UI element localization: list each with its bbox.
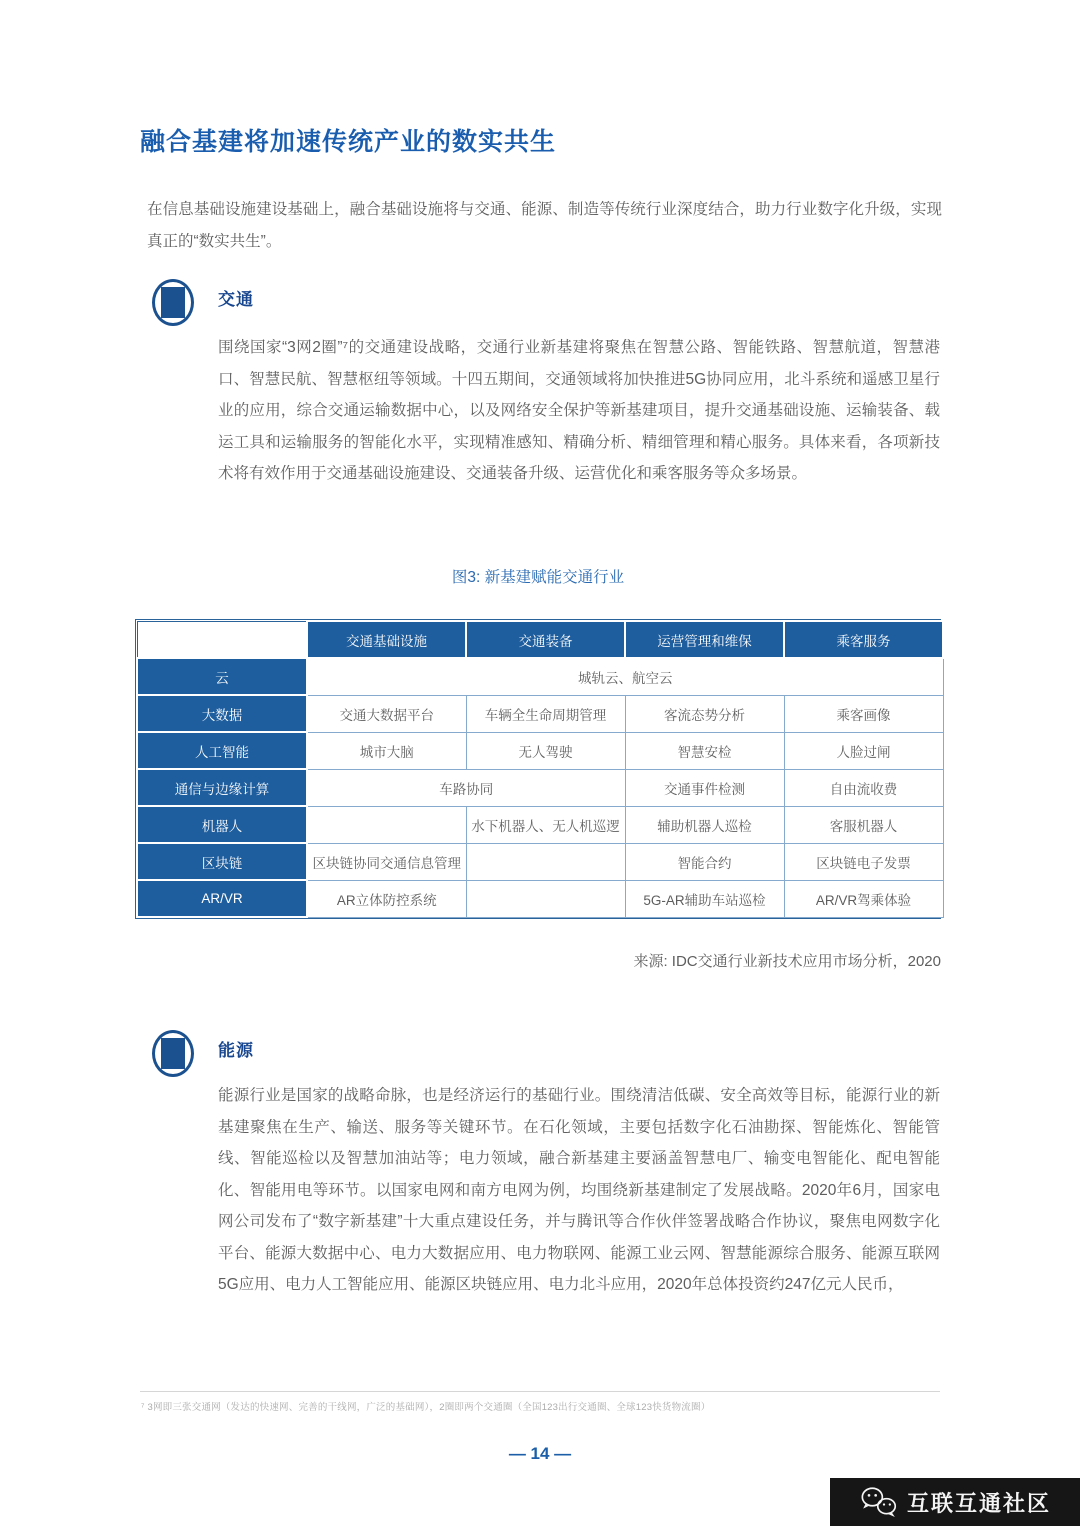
table-body: [137, 658, 943, 917]
energy-section-heading: 能源: [218, 1041, 254, 1060]
table-cell: 城市大脑: [307, 732, 466, 769]
transport-section-body: 围绕国家“3网2圈”⁷的交通建设战略，交通行业新基建将聚焦在智慧公路、智能铁路、智慧航道，智慧港口、智慧民航、智慧枢纽等领域。十四五期间，交通领域将加快推进5G协同应用，北斗系统和遥感卫星行业的应用，综合交通运输数据中心，以及网络安全保护等新基建项目，提升交通基础设施、运输装备、载运工具和运输服务的智能化水平，实现精准感知、精确分析、精细管理和精心服务。具体来看，各项新技术将有效作用于交通基础设施建设、交通装备升级、运营优化和乘客服务等众多场景。: [218, 339, 940, 482]
table-cell: 智慧安检: [625, 732, 784, 769]
table-col-header: 运营管理和维保: [625, 621, 784, 658]
table-row: [137, 843, 943, 880]
watermark-badge: [830, 1478, 1080, 1526]
table-row-label: 云: [137, 658, 307, 695]
table-row-label: 人工智能: [137, 732, 307, 769]
intro-paragraph: 在信息基础设施建设基础上，融合基础设施将与交通、能源、制造等传统行业深度结合，助力行业数字化升级，实现真正的“数实共生”。: [147, 201, 942, 250]
table-row-label: 大数据: [137, 695, 307, 732]
table-cell: 车辆全生命周期管理: [466, 695, 625, 732]
table-row-label: 区块链: [137, 843, 307, 880]
footnote-divider: [140, 1391, 940, 1392]
table-row: [137, 806, 943, 843]
table-cell: 辅助机器人巡检: [625, 806, 784, 843]
table-cell: 水下机器人、无人机巡逻: [466, 806, 625, 843]
transport-section-heading: 交通: [218, 290, 254, 309]
table-row: [137, 658, 943, 695]
table-cell: 5G-AR辅助车站巡检: [625, 880, 784, 917]
wechat-bubbles-icon: [859, 1485, 899, 1519]
table-row-label: 机器人: [137, 806, 307, 843]
figure3-caption: 图3: 新基建赋能交通行业: [451, 569, 625, 586]
table-row: [137, 732, 943, 769]
table-row: [137, 880, 943, 917]
table-row-label: AR/VR: [137, 880, 307, 917]
figure3-table: [136, 620, 944, 918]
table-cell: 自由流收费: [784, 769, 943, 806]
table-cell: 交通大数据平台: [307, 695, 466, 732]
table-col-header: 交通装备: [466, 621, 625, 658]
figure3-table-wrapper: [135, 619, 941, 919]
energy-section-body: 能源行业是国家的战略命脉，也是经济运行的基础行业。围绕清洁低碳、安全高效等目标，能源行业的新基建聚焦在生产、输送、服务等关键环节。在石化领域，主要包括数字化石油勘探、智能炼化、智能管线、智能巡检以及智慧加油站等；电力领域，融合新基建主要涵盖智慧电厂、输变电智能化、配电智能化、智能用电等环节。以国家电网和南方电网为例，均围绕新基建制定了发展战略。2020年6月，国家电网公司发布了“数字新基建”十大重点建设任务，并与腾讯等合作伙伴签署战略合作协议，聚焦电网数字化平台、能源大数据中心、电力大数据应用、电力物联网、能源工业云网、智慧能源综合服务、能源互联网5G应用、电力人工智能应用、能源区块链应用、电力北斗应用，2020年总体投资约247亿元人民币，: [218, 1087, 940, 1293]
table-cell: 人脸过闸: [784, 732, 943, 769]
table-row: [137, 769, 943, 806]
transport-section-bullet-icon: [152, 279, 194, 326]
table-cell: 无人驾驶: [466, 732, 625, 769]
figure3-source: 来源: IDC交通行业新技术应用市场分析，2020: [633, 953, 941, 970]
table-cell: [307, 806, 466, 843]
table-cell: 城轨云、航空云: [307, 658, 943, 695]
page-title: 融合基建将加速传统产业的数实共生: [140, 128, 557, 156]
table-cell: 区块链电子发票: [784, 843, 943, 880]
table-col-header: 乘客服务: [784, 621, 943, 658]
square-glyph: [161, 287, 185, 318]
table-cell: AR/VR驾乘体验: [784, 880, 943, 917]
table-row-label: 通信与边缘计算: [137, 769, 307, 806]
table-row: [137, 695, 943, 732]
table-cell: [466, 880, 625, 917]
table-header-row: [137, 621, 943, 658]
table-cell: 客服机器人: [784, 806, 943, 843]
square-glyph: [161, 1038, 185, 1069]
energy-section-bullet-icon: [152, 1030, 194, 1077]
table-cell: 乘客画像: [784, 695, 943, 732]
table-cell: 车路协同: [307, 769, 625, 806]
footnote-text: ⁷ 3网即三张交通网（发达的快速网、完善的干线网，广泛的基础网），2圈即两个交通圈（全国123出行交通圈、全球123快货物流圈）: [141, 1402, 711, 1413]
table-cell: 区块链协同交通信息管理: [307, 843, 466, 880]
table-cell: 交通事件检测: [625, 769, 784, 806]
table-cell: [466, 843, 625, 880]
table-cell: AR立体防控系统: [307, 880, 466, 917]
table-col-header: 交通基础设施: [307, 621, 466, 658]
watermark-text: 互联互通社区: [906, 1490, 1051, 1516]
page-number: — 14 —: [508, 1444, 572, 1463]
table-corner-cell: [137, 621, 307, 658]
table-cell: 客流态势分析: [625, 695, 784, 732]
table-cell: 智能合约: [625, 843, 784, 880]
